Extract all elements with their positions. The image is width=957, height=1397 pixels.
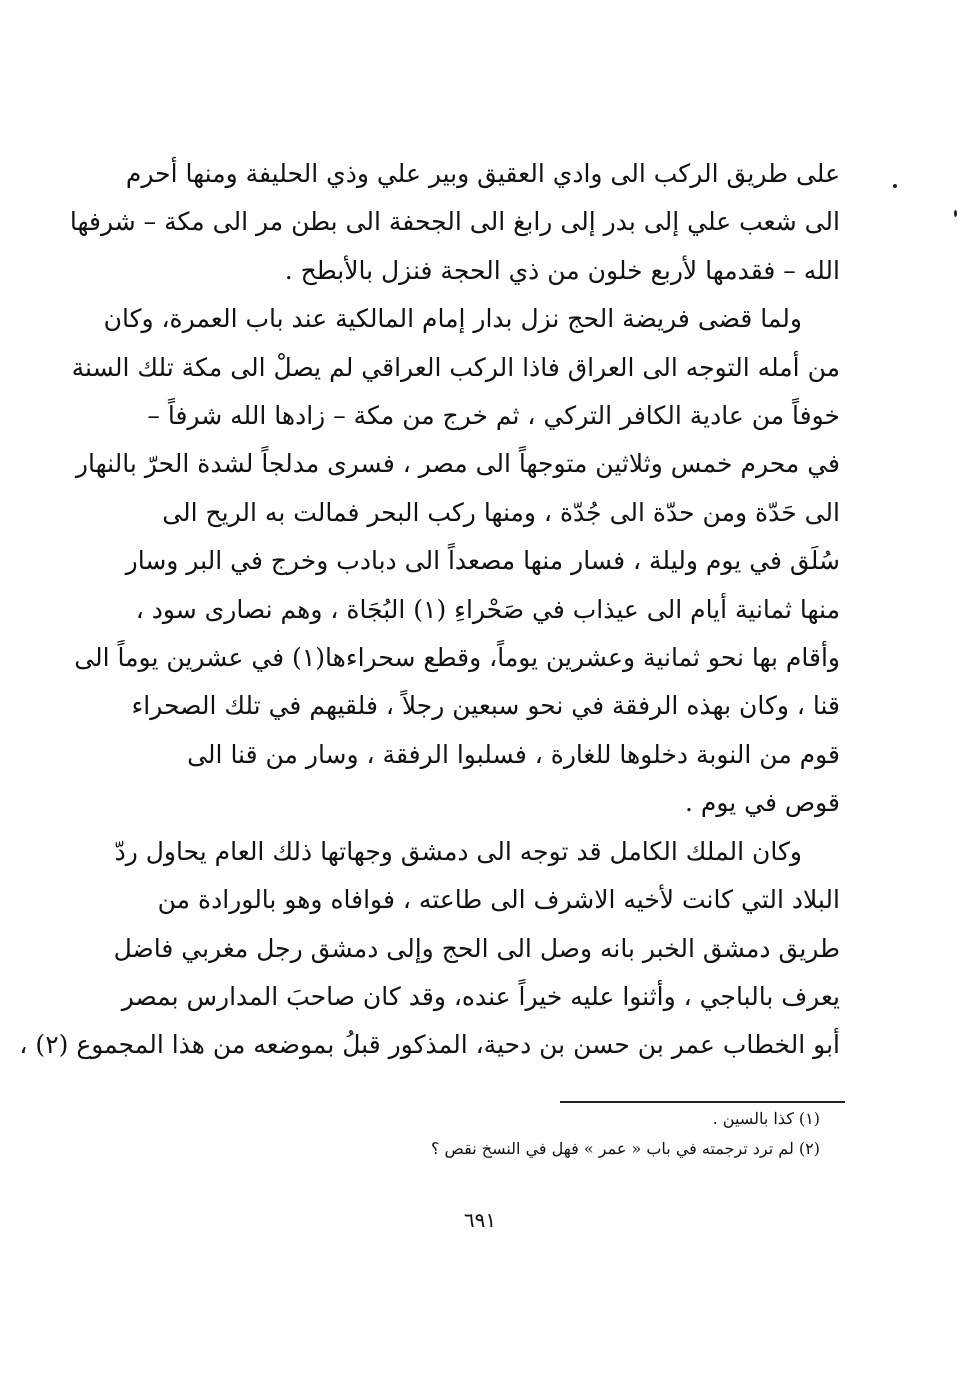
text-line: سُلَق في يوم وليلة ، فسار منها مصعداً الى دبادب وخرج في البر وسار bbox=[125, 546, 840, 576]
page-number: ٦٩١ bbox=[463, 1208, 497, 1232]
paragraph bbox=[69, 150, 840, 295]
text-line: قوم من النوبة دخلوها للغارة ، فسلبوا الرفقة ، وسار من قنا الى bbox=[187, 739, 840, 769]
text-line: على طريق الركب الى وادي العقيق وبير علي وذي الحليفة ومنها أحرم bbox=[125, 159, 840, 188]
text-line: الى حَدّة ومن حدّة الى جُدّة ، ومنها ركب البحر فمالت به الريح الى bbox=[162, 497, 840, 527]
text-line: ولما قضى فريضة الحج نزل بدار إمام المالكية عند باب العمرة، وكان bbox=[103, 304, 802, 334]
text-line: يعرف بالباجي ، وأثنوا عليه خيراً عنده، وقد كان صاحبَ المدارس بمصر bbox=[121, 981, 840, 1011]
margin-dot bbox=[893, 184, 897, 188]
text-line: الله – فقدمها لأربع خلون من ذي الحجة فنزل بالأبطح . bbox=[284, 255, 840, 285]
text-line: من أمله التوجه الى العراق فاذا الركب العراقي لم يصلْ الى مكة تلك السنة bbox=[71, 352, 840, 382]
paragraph bbox=[71, 295, 840, 827]
footnote: (٢) لم ترد ترجمته في باب « عمر » فهل في النسخ نقص ؟ bbox=[430, 1139, 820, 1158]
text-line: منها ثمانية أيام الى عيذاب في صَحْراءِ (١) البُجَاة ، وهم نصارى سود ، bbox=[135, 594, 840, 624]
text-line: قنا ، وكان بهذه الرفقة في نحو سبعين رجلاً ، فلقيهم في تلك الصحراء bbox=[131, 691, 840, 721]
text-line: في محرم خمس وثلاثين متوجهاً الى مصر ، فسرى مدلجاً لشدة الحرّ بالنهار bbox=[75, 449, 840, 479]
text-line: خوفاً من عادية الكافر التركي ، ثم خرج من مكة – زادها الله شرفاً – bbox=[147, 401, 840, 431]
footnote: (١) كذا بالسين . bbox=[712, 1109, 820, 1128]
body-text bbox=[19, 150, 840, 1070]
text-line: طريق دمشق الخبر بانه وصل الى الحج وإلى دمشق رجل مغربي فاضل bbox=[113, 933, 840, 963]
text-line: وكان الملك الكامل قد توجه الى دمشق وجهاتها ذلك العام يحاول ردّ bbox=[114, 836, 802, 866]
text-line: البلاد التي كانت لأخيه الاشرف الى طاعته ، فوافاه وهو بالورادة من bbox=[157, 885, 840, 915]
text-line: أبو الخطاب عمر بن حسن بن دحية، المذكور قبلُ بموضعه من هذا المجموع (٢) ، bbox=[19, 1030, 840, 1060]
footnotes bbox=[300, 1104, 820, 1164]
paragraph bbox=[19, 828, 840, 1070]
footnote-divider bbox=[560, 1101, 845, 1103]
text-line: وأقام بها نحو ثمانية وعشرين يوماً، وقطع سحراءها(١) في عشرين يوماً الى bbox=[74, 643, 840, 673]
text-line: قوص في يوم . bbox=[684, 788, 840, 818]
text-line: الى شعب علي إلى بدر إلى رابغ الى الجحفة الى بطن مر الى مكة – شرفها bbox=[69, 207, 840, 237]
